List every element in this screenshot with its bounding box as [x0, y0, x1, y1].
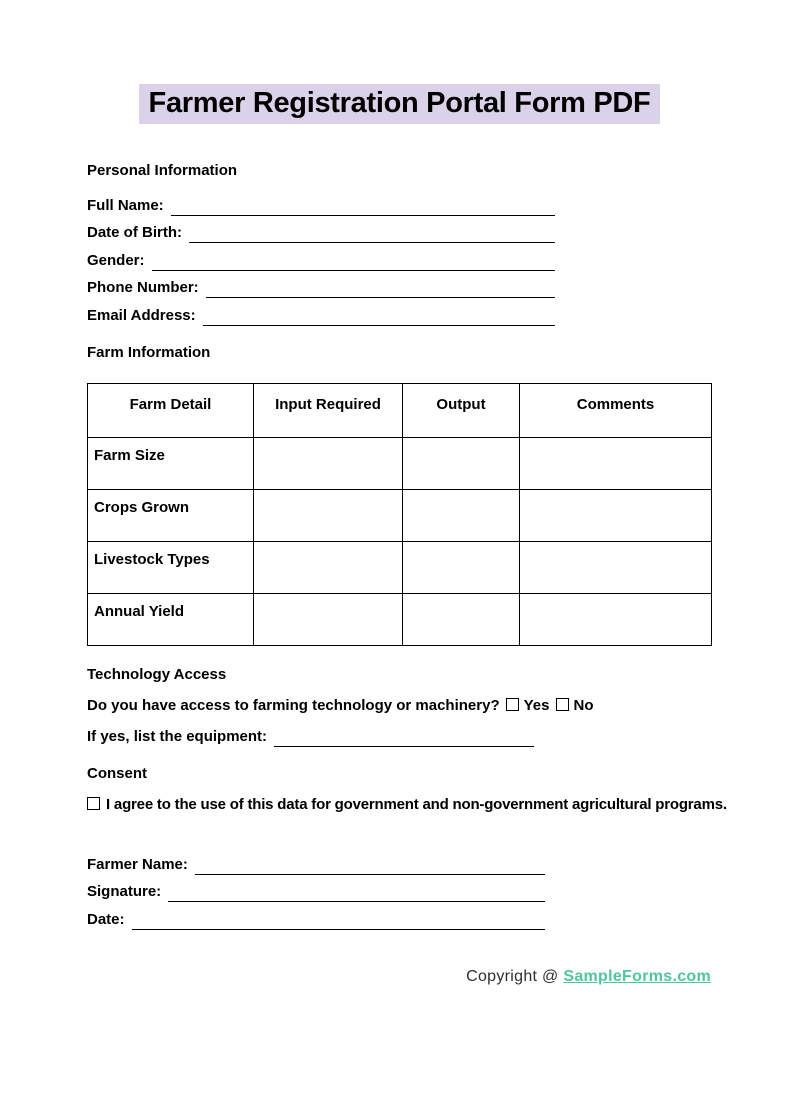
field-row-full-name	[87, 188, 555, 216]
field-row-date	[87, 902, 545, 930]
farm-table	[87, 383, 712, 646]
header-farm-detail: Farm Detail	[88, 383, 254, 437]
annual-yield-output-cell[interactable]	[403, 593, 520, 645]
livestock-types-input-cell[interactable]	[254, 541, 403, 593]
annual-yield-comments-cell[interactable]	[520, 593, 712, 645]
yes-label: Yes	[523, 696, 550, 714]
phone-number-line[interactable]	[206, 280, 555, 298]
equipment-label: If yes, list the equipment:	[87, 727, 268, 745]
farm-size-output-cell[interactable]	[403, 437, 520, 489]
footer	[87, 968, 711, 986]
phone-number-label: Phone Number:	[87, 279, 199, 296]
consent-statement: I agree to the use of this data for government and non-government agricultural programs.	[106, 795, 727, 813]
form-page	[0, 84, 799, 986]
date-of-birth-label: Date of Birth:	[87, 224, 182, 241]
signature-label: Signature:	[87, 883, 162, 900]
personal-fields	[87, 188, 555, 326]
page-title: Farmer Registration Portal Form PDF	[139, 84, 661, 124]
gender-line[interactable]	[152, 253, 555, 271]
annual-yield-input-cell[interactable]	[254, 593, 403, 645]
farm-info-heading: Farm Information	[87, 343, 211, 361]
equipment-row	[87, 719, 534, 747]
full-name-label: Full Name:	[87, 196, 164, 214]
crops-grown-comments-cell[interactable]	[520, 489, 712, 541]
full-name-line[interactable]	[171, 198, 555, 216]
crops-grown-input-cell[interactable]	[254, 489, 403, 541]
table-row-farm-size	[88, 437, 712, 489]
farmer-name-line[interactable]	[195, 857, 545, 875]
signature-line[interactable]	[168, 884, 545, 902]
equipment-line[interactable]	[274, 729, 534, 747]
farmer-name-label: Farmer Name:	[87, 855, 188, 873]
date-label: Date:	[87, 910, 125, 928]
technology-question-row	[87, 692, 799, 720]
annual-yield-label: Annual Yield	[88, 593, 254, 645]
farm-size-label: Farm Size	[88, 437, 254, 489]
consent-row	[87, 791, 727, 819]
date-line[interactable]	[132, 912, 545, 930]
livestock-types-output-cell[interactable]	[403, 541, 520, 593]
no-label: No	[573, 696, 594, 714]
email-address-label: Email Address:	[87, 306, 196, 324]
personal-info-heading: Personal Information	[87, 162, 238, 179]
copyright-text: Copyright @	[466, 967, 564, 985]
table-row-annual-yield	[88, 593, 712, 645]
crops-grown-output-cell[interactable]	[403, 489, 520, 541]
livestock-types-comments-cell[interactable]	[520, 541, 712, 593]
table-row-livestock-types	[88, 541, 712, 593]
table-row-crops-grown	[88, 489, 712, 541]
field-row-gender	[87, 243, 555, 271]
email-address-line[interactable]	[203, 308, 555, 326]
gender-label: Gender:	[87, 251, 145, 269]
consent-checkbox[interactable]	[87, 797, 100, 810]
sampleforms-link[interactable]: SampleForms.com	[563, 967, 711, 985]
signature-fields	[87, 847, 545, 930]
header-comments: Comments	[520, 383, 712, 437]
no-checkbox[interactable]	[556, 698, 569, 711]
date-of-birth-line[interactable]	[189, 225, 555, 243]
yes-checkbox[interactable]	[506, 698, 519, 711]
livestock-types-label: Livestock Types	[88, 541, 254, 593]
field-row-farmer-name	[87, 847, 545, 875]
technology-question: Do you have access to farming technology or machinery?	[87, 696, 500, 714]
form-content	[0, 161, 799, 986]
technology-access-heading: Technology Access	[87, 665, 227, 683]
field-row-email-address	[87, 298, 555, 326]
field-row-signature	[87, 875, 545, 903]
crops-grown-label: Crops Grown	[88, 489, 254, 541]
farm-table-header-row	[88, 383, 712, 437]
field-row-date-of-birth	[87, 216, 555, 244]
field-row-phone-number	[87, 271, 555, 299]
header-output: Output	[403, 383, 520, 437]
farm-size-input-cell[interactable]	[254, 437, 403, 489]
title-row	[0, 84, 799, 124]
consent-heading: Consent	[87, 764, 147, 782]
header-input-required: Input Required	[254, 383, 403, 437]
farm-size-comments-cell[interactable]	[520, 437, 712, 489]
